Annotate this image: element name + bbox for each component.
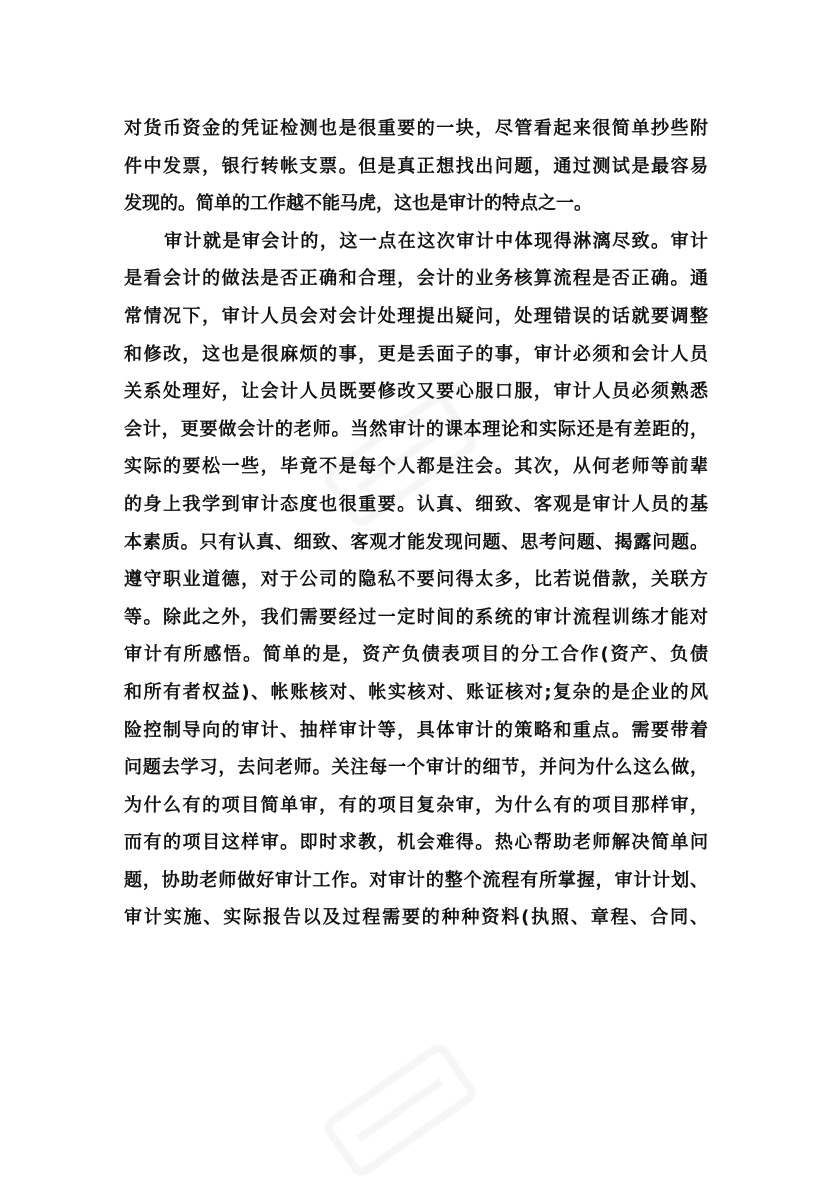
text-line: 是看会计的做法是否正确和合理，会计的业务核算流程是否正确。通	[124, 268, 708, 290]
text-line: 遵守职业道德，对于公司的隐私不要问得太多，比若说借款，关联方	[124, 569, 708, 591]
text-line: 等。除此之外，我们需要经过一定时间的系统的审计流程训练才能对	[124, 606, 708, 628]
text-line: 和所有者权益)、帐账核对、帐实核对、账证核对;复杂的是企业的风	[124, 681, 708, 703]
text-line: 发现的。简单的工作越不能马虎，这也是审计的特点之一。	[124, 193, 592, 215]
text-line: 险控制导向的审计、抽样审计等，具体审计的策略和重点。需要带着	[124, 719, 708, 741]
paragraph	[124, 223, 708, 937]
text-line: 问题去学习，去问老师。关注每一个审计的细节，并问为什么这么做，	[124, 757, 708, 779]
paragraph	[124, 110, 708, 223]
text-line: 对货币资金的凭证检测也是很重要的一块，尽管看起来很简单抄些附	[124, 118, 708, 139]
text-line: 审计实施、实际报告以及过程需要的种种资料(执照、章程、合同、	[124, 907, 708, 929]
text-line: 而有的项目这样审。即时求教，机会难得。热心帮助老师解决简单问	[124, 832, 708, 854]
text-line: 本素质。只有认真、细致、客观才能发现问题、思考问题、揭露问题。	[124, 531, 708, 553]
text-line: 常情况下，审计人员会对会计处理提出疑问，处理错误的话就要调整	[124, 305, 708, 327]
text-line: 为什么有的项目简单审，有的项目复杂审，为什么有的项目那样审，	[124, 794, 708, 816]
text-line: 件中发票，银行转帐支票。但是真正想找出问题，通过测试是最容易	[124, 155, 708, 177]
text-line: 实际的要松一些，毕竟不是每个人都是注会。其次，从何老师等前辈	[124, 456, 708, 478]
document-body	[124, 110, 708, 937]
watermark-stamp-icon	[300, 1040, 500, 1180]
text-line: 关系处理好，让会计人员既要修改又要心服口服，审计人员必须熟悉	[124, 381, 708, 403]
text-line: 和修改，这也是很麻烦的事，更是丢面子的事，审计必须和会计人员	[124, 343, 708, 365]
text-line: 题，协助老师做好审计工作。对审计的整个流程有所掌握，审计计划、	[124, 869, 708, 891]
text-line: 审计就是审会计的，这一点在这次审计中体现得淋漓尽致。审计	[164, 230, 708, 252]
text-line: 会计，更要做会计的老师。当然审计的课本理论和实际还是有差距的，	[124, 418, 708, 440]
text-line: 的身上我学到审计态度也很重要。认真、细致、客观是审计人员的基	[124, 493, 708, 515]
text-line: 审计有所感悟。简单的是，资产负债表项目的分工合作(资产、负债	[124, 644, 708, 666]
